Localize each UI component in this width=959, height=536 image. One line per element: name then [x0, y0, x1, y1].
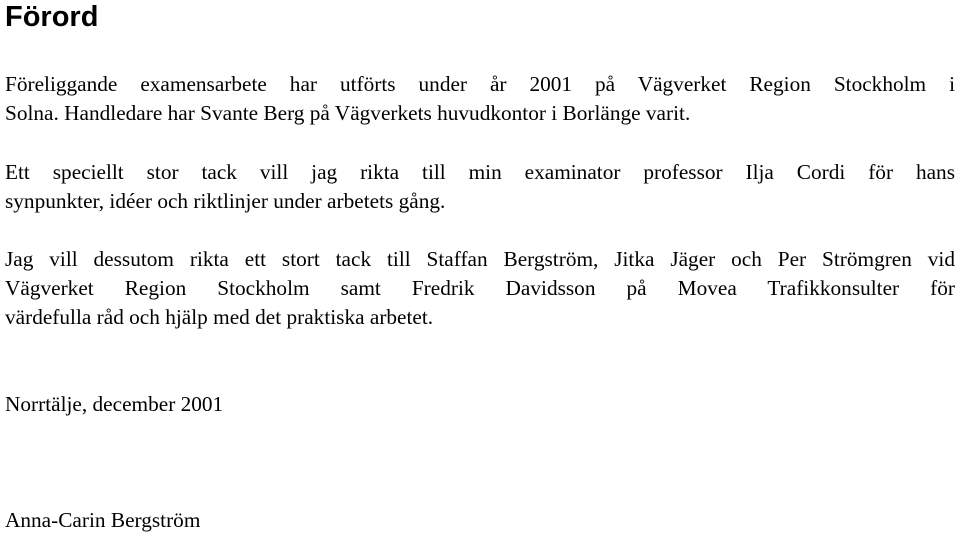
paragraph-line: synpunkter, idéer och riktlinjer under arbetets gång.: [5, 189, 446, 213]
paragraph-line: Föreliggande examensarbete har utförts under år 2001 på Vägverket Region Stockholm i: [5, 72, 955, 96]
paragraph-line: Vägverket Region Stockholm samt Fredrik Davidsson på Movea Trafikkonsulter för: [5, 276, 955, 300]
place-date-text: Norrtälje, december 2001: [5, 392, 224, 416]
paragraph-line: Jag vill dessutom rikta ett stort tack till Staffan Bergström, Jitka Jäger och Per Strömgren vid: [5, 247, 955, 271]
paragraph-line: värdefulla råd och hjälp med det praktiska arbetet.: [5, 305, 434, 329]
paragraph-examiner-thanks: [5, 158, 955, 216]
place-date: [5, 390, 955, 419]
paragraph-additional-thanks: [5, 245, 955, 332]
signature-name: Anna-Carin Bergström: [5, 508, 201, 532]
page-title: Förord: [5, 1, 99, 33]
paragraph-thesis-info: [5, 70, 955, 128]
signature: [5, 506, 955, 535]
paragraph-line: Solna. Handledare har Svante Berg på Vägverkets huvudkontor i Borlänge varit.: [5, 101, 691, 125]
paragraph-line: Ett speciellt stor tack vill jag rikta till min examinator professor Ilja Cordi för hans: [5, 160, 955, 184]
